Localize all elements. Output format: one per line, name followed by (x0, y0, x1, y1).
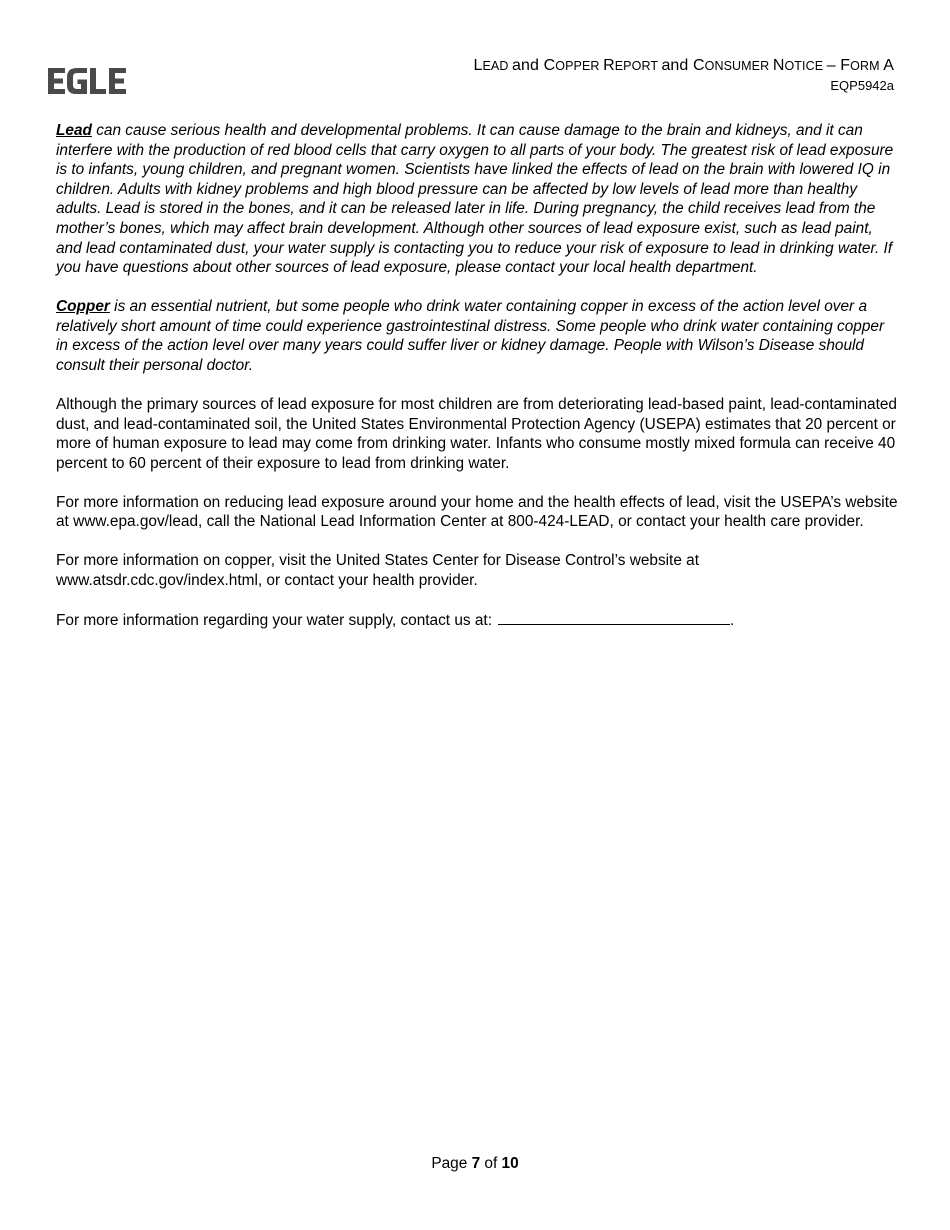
title-part-big: and (661, 57, 693, 74)
sources-paragraph: Although the primary sources of lead exposure for most children are from deteriorating lead-based paint, lead-contaminated dust, and lead-contaminated soil, the United States Environmental Protection Agency (USEPA) estimates that 20 percent or more of human exposure to lead may come from drinking water. Infants who consume mostly mixed formula can receive 40 percent to 60 percent of their exposure to lead from drinking water. (56, 395, 897, 472)
title-part-big: – (826, 57, 841, 74)
contact-paragraph (56, 610, 898, 631)
title-part-big: L (473, 57, 483, 74)
copper-text: is an essential nutrient, but some people who drink water containing copper in excess of the action level over a relatively short amount of time could experience gastrointestinal distress. Some people who drink water containing copper in excess of the action level over many years could suffer liver or kidney damage. People with Wilson’s Disease should consult their personal doctor. (56, 298, 885, 374)
document-body (56, 121, 898, 650)
page-footer (0, 1155, 950, 1173)
page-prefix: Page (431, 1155, 472, 1172)
title-part-big: F (840, 57, 851, 74)
document-header (473, 56, 894, 94)
title-part-big: and (512, 57, 544, 74)
contact-text: For more information regarding your water supply, contact us at: (56, 611, 492, 629)
title-part-big: C (543, 57, 556, 74)
copper-term: Copper (56, 298, 110, 316)
title-part-small: OPPER (555, 59, 604, 73)
title-part-small: EAD (482, 59, 513, 73)
lead-paragraph (56, 121, 898, 278)
page-of: of (480, 1155, 502, 1172)
egle-logo (48, 68, 128, 94)
copper-info-paragraph: For more information on copper, visit the United States Center for Disease Control’s website at www.atsdr.cdc.gov/index.html, or contact your health provider. (56, 552, 700, 589)
contact-blank-field[interactable] (498, 610, 730, 625)
contact-period: . (729, 611, 735, 629)
document-title (473, 56, 894, 76)
page-current: 7 (471, 1155, 481, 1172)
lead-info-paragraph: For more information on reducing lead exposure around your home and the health effects of lead, visit the USEPA’s website at www.epa.gov/lead, call the National Lead Information Center at 800-424-LEAD, or contact your health care provider. (56, 493, 898, 531)
lead-term: Lead (56, 122, 92, 139)
form-code: EQP5942a (830, 78, 894, 93)
title-part-big: R (603, 57, 615, 74)
title-part-big: N (772, 57, 785, 74)
page-total: 10 (501, 1155, 519, 1172)
title-part-small: EPORT (614, 59, 662, 73)
copper-paragraph (56, 297, 898, 375)
lead-text: can cause serious health and developmental problems. It can cause damage to the brain and kidneys, and it can interfere with the production of red blood cells that carry oxygen to all parts of your body. The greatest risk of lead exposure is to infants, young children, and pregnant women. Scientists have linked the effects of lead on the brain with lowered IQ in children. Adults with kidney problems and high blood pressure can be affected by low levels of lead more than healthy adults. Lead is stored in the bones, and it can be released later in life. During pregnancy, the child receives lead from the mother’s bones, which may affect brain development. Although other sources of lead exposure exist, such as lead paint, and lead contaminated dust, your water supply is contacting you to reduce your risk of exposure to lead in drinking water. If you have questions about other sources of lead exposure, please contact your local health department. (56, 122, 894, 277)
title-part-small: ONSUMER (704, 59, 773, 73)
title-part-big: C (692, 57, 705, 74)
title-part-big: A (883, 57, 894, 74)
title-part-small: ORM (850, 59, 884, 73)
title-part-small: OTICE (784, 59, 827, 73)
